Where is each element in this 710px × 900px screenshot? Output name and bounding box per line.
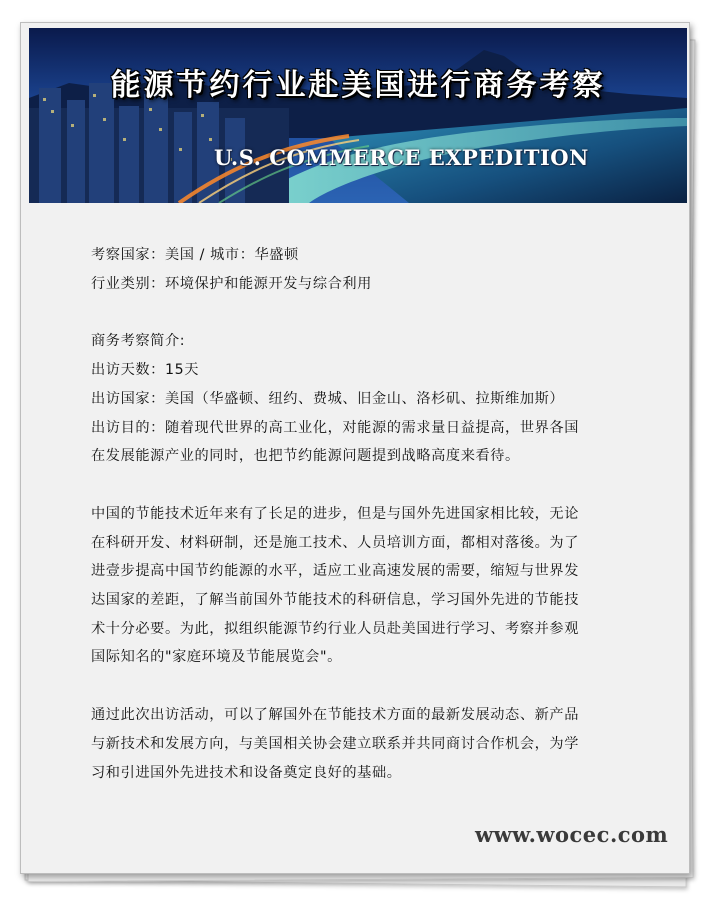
intro-purpose-line: 在发展能源产业的同时，也把节约能源问题提到战略高度来看待。 <box>91 448 520 465</box>
paragraph2-line: 通过此次出访活动，可以了解国外在节能技术方面的最新发展动态、新产品 <box>91 707 579 724</box>
intro-countries: 出访国家：美国（华盛顿、纽约、费城、旧金山、洛杉矶、拉斯维加斯） <box>91 390 565 407</box>
intro-purpose-line: 出访目的：随着现代世界的高工业化，对能源的需求量日益提高，世界各国 <box>91 419 579 436</box>
document-page <box>20 22 690 874</box>
intro-heading: 商务考察简介: <box>91 333 186 350</box>
info-country-city: 考察国家：美国 / 城市：华盛顿 <box>91 247 299 263</box>
paragraph2-line: 习和引进国外先进技术和设备奠定良好的基础。 <box>91 764 402 781</box>
banner-subtitle: U.S. COMMERCE EXPEDITION <box>214 145 589 170</box>
paragraph1-line: 进壹步提高中国节约能源的水平，适应工业高速发展的需要，缩短与世界发 <box>91 563 579 580</box>
document-body <box>91 241 651 787</box>
intro-days: 出访天数：15天 <box>91 362 199 379</box>
spacer <box>91 298 651 327</box>
paragraph1-line: 术十分必要。为此，拟组织能源节约行业人员赴美国进行学习、考察并参观 <box>91 620 579 637</box>
paragraph1-line: 国际知名的"家庭环境及节能展览会"。 <box>91 649 342 666</box>
footer-website-url: www.wocec.com <box>475 822 669 847</box>
city-coast-photo <box>29 28 687 203</box>
spacer <box>91 471 651 500</box>
spacer <box>91 672 651 701</box>
header-banner <box>29 28 687 203</box>
paragraph1-line: 中国的节能技术近年来有了长足的进步，但是与国外先进国家相比较，无论 <box>91 505 579 522</box>
info-industry: 行业类别：环境保护和能源开发与综合利用 <box>91 275 372 292</box>
paragraph1-line: 达国家的差距，了解当前国外节能技术的科研信息，学习国外先进的节能技 <box>91 592 579 609</box>
paragraph2-line: 与新技术和发展方向，与美国相关协会建立联系并共同商讨合作机会，为学 <box>91 735 579 752</box>
paragraph1-line: 在科研开发、材料研制，还是施工技术、人员培训方面，都相对落後。为了 <box>91 534 579 551</box>
banner-title: 能源节约行业赴美国进行商务考察 <box>110 68 606 103</box>
